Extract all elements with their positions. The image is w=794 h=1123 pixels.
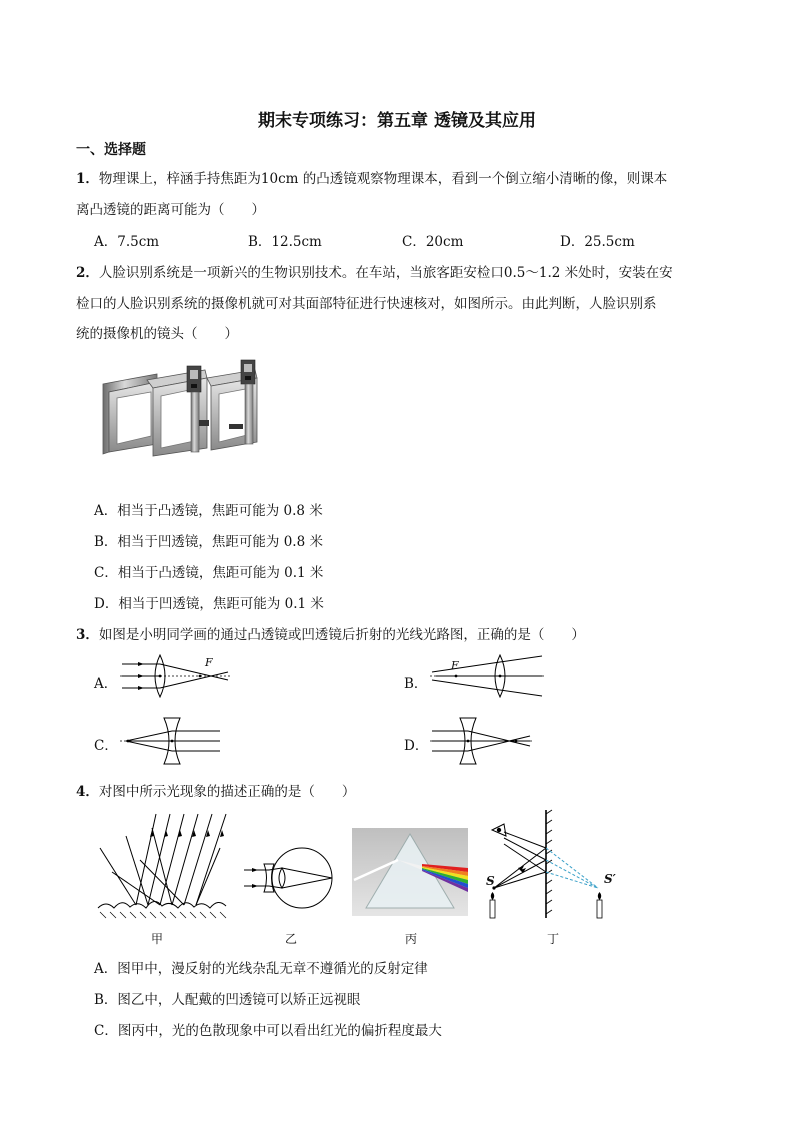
q2-option-a[interactable]: A．相当于凸透镜，焦距可能为 0.8 米 — [94, 503, 323, 519]
q4-caption-jia: 甲 — [150, 932, 163, 946]
q1-option-c[interactable]: C．20cm — [402, 234, 464, 250]
q3-a-focus-label: F — [205, 656, 213, 669]
q4-figure-eye-lens — [244, 840, 336, 916]
q3-diagram-a-convex-lens — [120, 653, 240, 699]
q3-diagram-d-concave-lens — [430, 716, 540, 766]
q3-stem-line1: 3．如图是小明同学画的通过凸透镜或凹透镜后折射的光线光路图，正确的是（ ） — [76, 627, 585, 643]
q4-caption-ding: 丁 — [546, 932, 559, 946]
q4-s-prime-label: S′ — [604, 872, 616, 886]
q3-option-b[interactable]: B． — [404, 676, 428, 692]
q4-option-c[interactable]: C．图丙中，光的色散现象中可以看出红光的偏折程度最大 — [94, 1023, 442, 1039]
q4-caption-yi: 乙 — [284, 932, 297, 946]
q3-diagram-c-concave-lens — [120, 716, 230, 766]
face-recognition-gate-figure — [95, 352, 267, 468]
q3-option-c[interactable]: C． — [94, 738, 118, 754]
q2-stem-line1: 2．人脸识别系统是一项新兴的生物识别技术。在车站，当旅客距安检口0.5～1.2 米处时，安装在安 — [76, 265, 673, 281]
section-heading: 一、选择题 — [76, 142, 146, 158]
q1-number: 1． — [76, 171, 99, 187]
q1-option-b[interactable]: B．12.5cm — [248, 234, 322, 250]
q4-option-a[interactable]: A．图甲中，漫反射的光线杂乱无章不遵循光的反射定律 — [94, 961, 428, 977]
q4-s-label: S — [486, 874, 495, 888]
q2-option-b[interactable]: B．相当于凹透镜，焦距可能为 0.8 米 — [94, 534, 323, 550]
q3-number: 3． — [76, 627, 99, 643]
q1-option-d[interactable]: D．25.5cm — [560, 234, 635, 250]
q4-figure-prism-dispersion — [352, 828, 468, 916]
q1-option-a[interactable]: A．7.5cm — [94, 234, 160, 250]
q2-stem-line3: 统的摄像机的镜头（ ） — [76, 326, 238, 342]
q2-number: 2． — [76, 265, 99, 281]
q3-b-focus-label: F — [451, 659, 459, 672]
page-title: 期末专项练习：第五章 透镜及其应用 — [258, 111, 536, 131]
q2-option-d[interactable]: D．相当于凹透镜，焦距可能为 0.1 米 — [94, 596, 324, 612]
q4-figure-diffuse-reflection — [96, 808, 234, 920]
q3-diagram-b-convex-lens — [430, 653, 548, 699]
q4-figure-plane-mirror — [484, 808, 624, 920]
q3-option-d[interactable]: D． — [404, 738, 429, 754]
q2-option-c[interactable]: C．相当于凸透镜，焦距可能为 0.1 米 — [94, 565, 324, 581]
q2-stem-line2: 检口的人脸识别系统的摄像机就可对其面部特征进行快速核对，如图所示。由此判断，人脸识别系 — [76, 296, 657, 312]
q3-option-a[interactable]: A． — [94, 676, 118, 692]
q4-caption-bing: 丙 — [404, 932, 417, 946]
q4-stem-line1: 4．对图中所示光现象的描述正确的是（ ） — [76, 784, 356, 800]
q4-number: 4． — [76, 784, 99, 800]
q1-stem-line1: 1．物理课上，梓涵手持焦距为10cm 的凸透镜观察物理课本，看到一个倒立缩小清晰的像，则课本 — [76, 171, 668, 187]
q1-stem-line2: 离凸透镜的距离可能为（ ） — [76, 202, 265, 218]
q4-option-b[interactable]: B．图乙中，人配戴的凹透镜可以矫正远视眼 — [94, 992, 361, 1008]
